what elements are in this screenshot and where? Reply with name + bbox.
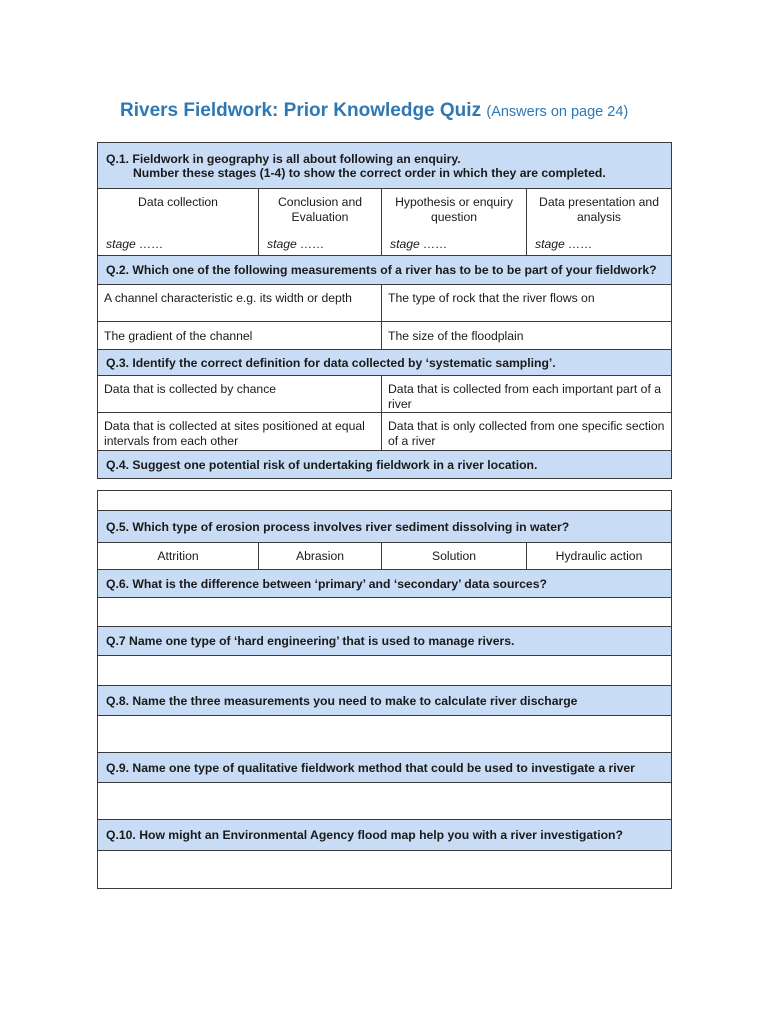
- q1-option-label: Data presentation and analysis: [539, 195, 659, 224]
- q1-option-cell[interactable]: [382, 189, 527, 256]
- q1-stage-blank: stage ……: [106, 237, 164, 251]
- q5-option[interactable]: Attrition: [98, 543, 259, 570]
- q7-answer-box[interactable]: [98, 656, 672, 686]
- q1-line2: Number these stages (1-4) to show the correct order in which they are completed.: [133, 165, 606, 180]
- q2-option[interactable]: The type of rock that the river flows on: [382, 285, 672, 322]
- title-sub: (Answers on page 24): [486, 104, 629, 120]
- q2-option[interactable]: A channel characteristic e.g. its width or depth: [98, 285, 382, 322]
- q5-option[interactable]: Abrasion: [259, 543, 382, 570]
- q3-option[interactable]: Data that is collected by chance: [98, 376, 382, 413]
- title-main: Rivers Fieldwork: Prior Knowledge Quiz: [120, 100, 482, 121]
- q3-option[interactable]: Data that is only collected from one specific section of a river: [382, 413, 672, 451]
- q10-answer-box[interactable]: [98, 851, 672, 889]
- q1-stage-blank: stage ……: [267, 237, 325, 251]
- q1-option-label: Hypothesis or enquiry question: [395, 195, 513, 224]
- q3-option[interactable]: Data that is collected at sites positioned at equal intervals from each other: [98, 413, 382, 451]
- q8-question: Q.8. Name the three measurements you need to make to calculate river discharge: [98, 686, 672, 716]
- q1-option-label: Data collection: [138, 195, 218, 209]
- q7-question: Q.7 Name one type of ‘hard engineering’ that is used to manage rivers.: [98, 627, 672, 656]
- q1-stage-blank: stage ……: [535, 237, 593, 251]
- q9-question: Q.9. Name one type of qualitative fieldwork method that could be used to investigate a river: [98, 753, 672, 783]
- q2-question: Q.2. Which one of the following measurements of a river has to be to be part of your fieldwork?: [98, 256, 672, 285]
- q3-option[interactable]: Data that is collected from each important part of a river: [382, 376, 672, 413]
- q6-answer-box[interactable]: [98, 598, 672, 627]
- page-title: [120, 100, 628, 122]
- q9-answer-box[interactable]: [98, 783, 672, 820]
- q1-stage-blank: stage ……: [390, 237, 448, 251]
- q5-option[interactable]: Hydraulic action: [527, 543, 672, 570]
- q3-question: Q.3. Identify the correct definition for data collected by ‘systematic sampling’.: [98, 350, 672, 376]
- q2-option[interactable]: The size of the floodplain: [382, 322, 672, 350]
- quiz-table-2: [97, 490, 672, 889]
- q1-option-cell[interactable]: [259, 189, 382, 256]
- q1-option-label: Conclusion and Evaluation: [277, 195, 362, 224]
- q1-question: [98, 143, 672, 189]
- q6-question: Q.6. What is the difference between ‘primary’ and ‘secondary’ data sources?: [98, 570, 672, 598]
- q10-question: Q.10. How might an Environmental Agency flood map help you with a river investigation?: [98, 820, 672, 851]
- q4-question: Q.4. Suggest one potential risk of undertaking fieldwork in a river location.: [98, 451, 672, 479]
- q8-answer-box[interactable]: [98, 716, 672, 753]
- q5-question: Q.5. Which type of erosion process involves river sediment dissolving in water?: [98, 511, 672, 543]
- q1-option-cell[interactable]: [527, 189, 672, 256]
- q1-option-cell[interactable]: [98, 189, 259, 256]
- q1-line1: Q.1. Fieldwork in geography is all about following an enquiry.: [106, 151, 461, 166]
- q5-option[interactable]: Solution: [382, 543, 527, 570]
- q4-answer-box[interactable]: [98, 491, 672, 511]
- q2-option[interactable]: The gradient of the channel: [98, 322, 382, 350]
- quiz-table-1: [97, 142, 672, 479]
